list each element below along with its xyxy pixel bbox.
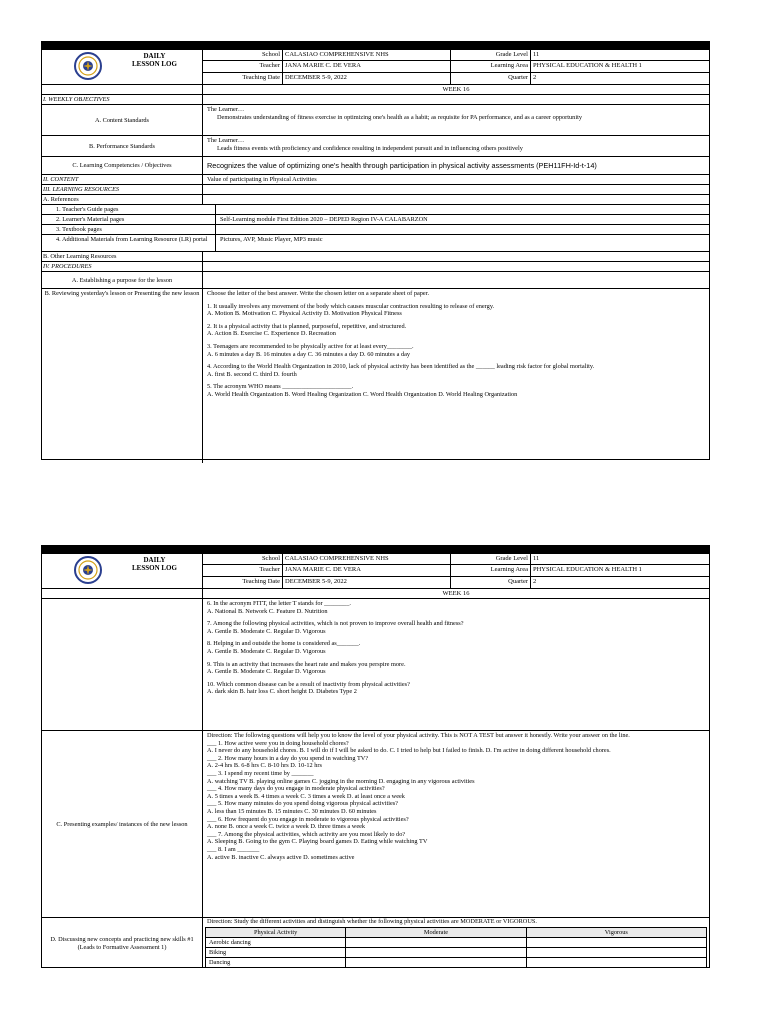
week-row — [42, 589, 709, 599]
school-value: CALASIAO COMPREHENSIVE NHS — [283, 554, 451, 565]
presenting-row — [42, 731, 709, 918]
section-weekly-objectives: I. WEEKLY OBJECTIVES — [42, 95, 709, 105]
lesson-log-page-1 — [41, 41, 710, 460]
establishing-row: A. Establishing a purpose for the lesson — [42, 272, 709, 289]
doc-title: DAILY — [143, 556, 166, 564]
quiz-continuation-row — [42, 599, 709, 731]
school-value: CALASIAO COMPREHENSIVE NHS — [283, 50, 451, 61]
doc-subtitle: LESSON LOG — [132, 564, 177, 572]
question-9: 9. This is an activity that increases the heart rate and makes you perspire more. — [207, 660, 406, 668]
table-row: Dancing — [206, 957, 707, 967]
header-band — [42, 42, 709, 50]
question-4: 4. According to the World Health Organization in 2010, lack of physical activity has been identified as the ______ leading risk factor for global mortality. — [207, 363, 595, 371]
content-text: Value of participating in Physical Activities — [207, 176, 317, 183]
activity-survey: Direction: The following questions will help you to know the level of your physical activity. This is NOT A TEST but answer it honestly. Write your answer on the line. ___ 1. How active were you in doing household chores? A. I never do any household chores. B. I will do if I will be asked to do. C. I tried to help but I failed to finish. D. I'm active in doing different household chores. ___ 2. How many hours in a day do you spend in watching TV? A. 2-4 hrs B. 6-8 hrs C. 8-10 hrs D. 10-12 hrs ___ 3. I spend my recent time by _______ A. watching TV B. playing online games C. jogging in the morning D. engaging in any vigorous activities ___ 4. How many days do you engage in moderate physical activities? A. 5 times a week B. 4 times a week C. 3 times a week D. at least once a week ___ 5. How many minutes do you spend doing vigorous physical activities? A. less than 15 minutes B. 15 minutes C. 30 minutes D. 60 minutes ___ 6. How frequent do you engage in moderate to vigorous physical activities? A. none B. once a week C. twice a week D. three times a week ___ 7. Among the physical activities, which activity are you most likely to do? A. Sleeping B. Going to the gym C. Playing board games D. Eating while watching TV ___ 8. I am _______ A. active B. inactive C. always active D. sometimes active — [203, 731, 709, 917]
content-standards-label: A. Content Standards — [42, 105, 203, 135]
quarter-label: Quarter — [451, 577, 531, 588]
additional-materials-row: 4. Additional Materials from Learning Resource (LR) portal Pictures, AVP, Music Player, MP3 music — [42, 235, 709, 252]
discussing-label: D. Discussing new concepts and practicing new skills #1 (Leads to Formative Assessment 1) — [42, 918, 203, 968]
reviewing-row: B. Reviewing yesterday's lesson or Presenting the new lesson Choose the letter of the best answer. Write the chosen letter on a separate sheet of paper. 1. It usually involves any movement of the body which causes muscular contraction resulting to release of energy. A. Motion B. Motivation C. Physical Activity D. Motivation Physical Fitness 2. It is a physical activity that is planned, purposeful, repetitive, and structured. A. Action B. Exercise C. Experience D. Recreation 3. Teenagers are recommended to be physically active for at least every________. A. 6 minutes a day B. 16 minutes a day C. 36 minutes a day D. 60 minutes a day 4. According to the World Health Organization in 2010, lack of physical activity has been identified as the ______ leading risk factor for global mortality. A. first B. second C. third D. fourth 5. The acronym WHO means ______________________. A. World Health Organization B. Word Healing Organization C. Word Health Organization D. World Healing Organization — [42, 289, 709, 463]
quarter-value: 2 — [533, 73, 537, 81]
table-direction: Direction: Study the different activities and distinguish whether the following physical activities are MODERATE or VIGOROUS. — [207, 918, 537, 925]
question-1: 1. It usually involves any movement of the body which causes muscular contraction resulting to release of energy. — [207, 302, 495, 310]
teacher-value: JANA MARIE C. DE VERA — [283, 61, 451, 72]
week-label: WEEK 16 — [442, 590, 470, 597]
school-label: School — [203, 50, 283, 61]
content-standards-row: A. Content Standards The Learner… Demonstrates understanding of fitness exercise in optimizing one's health as a habit; as requisite for PA performance, and as a career opportunity — [42, 105, 709, 136]
teacher-label: Teacher — [203, 565, 283, 576]
performance-standards-label: B. Performance Standards — [42, 136, 203, 156]
section-resources: III. LEARNING RESOURCES — [42, 185, 709, 195]
week-row — [42, 85, 709, 95]
area-label: Learning Area — [451, 61, 531, 72]
question-7: 7. Among the following physical activities, which is not proven to improve overall health and fitness? — [207, 620, 464, 628]
teachers-guide-row: 1. Teacher's Guide pages — [42, 205, 709, 215]
content-row: II. CONTENT Value of participating in Physical Activities — [42, 175, 709, 185]
discussing-row — [42, 918, 709, 968]
competencies-text: Recognizes the value of optimizing one's health through participation in physical activity assessments (PEH11FH-Id-t-14) — [207, 161, 597, 171]
section-procedures: IV. PROCEDURES — [42, 262, 709, 272]
presenting-label: C. Presenting examples/ instances of the new lesson — [42, 731, 203, 917]
col-moderate: Moderate — [346, 927, 526, 937]
quiz-part-1: Choose the letter of the best answer. Write the chosen letter on a separate sheet of paper. 1. It usually involves any movement of the body which causes muscular contraction resulting to release of energy. A. Motion B. Motivation C. Physical Activity D. Motivation Physical Fitness 2. It is a physical activity that is planned, purposeful, repetitive, and structured. A. Action B. Exercise C. Experience D. Recreation 3. Teenagers are recommended to be physically active for at least every________. A. 6 minutes a day B. 16 minutes a day C. 36 minutes a day D. 60 minutes a day 4. According to the World Health Organization in 2010, lack of physical activity has been identified as the ______ leading risk factor for global mortality. A. first B. second C. third D. fourth 5. The acronym WHO means ______________________. A. World Health Organization B. Word Healing Organization C. Word Health Organization D. World Healing Organization — [203, 289, 709, 463]
question-2: 2. It is a physical activity that is planned, purposeful, repetitive, and structured. — [207, 322, 407, 330]
additional-materials-text: Pictures, AVP, Music Player, MP3 music — [220, 236, 323, 243]
competencies-label: C. Learning Competencies / Objectives — [42, 157, 203, 174]
question-6: 6. In the acronym FITT, the letter T stands for ________. — [207, 600, 351, 607]
area-value: PHYSICAL EDUCATION & HEALTH 1 — [531, 61, 709, 72]
quarter-label: Quarter — [451, 73, 531, 84]
learners-material-text: Self-Learning module First Edition 2020 – DEPED Region IV-A CALABARZON — [220, 216, 428, 223]
competencies-row — [42, 157, 709, 175]
deped-seal-icon — [74, 556, 102, 584]
other-resources-row: B. Other Learning Resources — [42, 252, 709, 262]
table-row: Biking — [206, 947, 707, 957]
date-value: DECEMBER 5-9, 2022 — [283, 577, 451, 588]
teacher-label: Teacher — [203, 61, 283, 72]
doc-title: DAILY — [143, 52, 166, 60]
table-row: Aerobic dancing — [206, 937, 707, 947]
question-3: 3. Teenagers are recommended to be physically active for at least every________. — [207, 342, 414, 350]
grade-value: 11 — [531, 50, 709, 61]
date-value: DECEMBER 5-9, 2022 — [283, 73, 451, 84]
log-header — [42, 50, 709, 85]
question-10: 10. Which common disease can be a result of inactivity from physical activities? — [207, 680, 410, 688]
activity-table — [205, 927, 707, 968]
content-standards-text: Demonstrates understanding of fitness exercise in optimizing one's health as a habit; as requisite for PA performance, and as a career opportunity — [217, 113, 582, 121]
references-row: A. References — [42, 195, 709, 205]
learners-material-row: 2. Learner's Material pages Self-Learning module First Edition 2020 – DEPED Region IV-A CALABARZON — [42, 215, 709, 225]
lesson-log-page-2 — [41, 545, 710, 968]
quiz-part-2: 6. In the acronym FITT, the letter T stands for ________. A. National B. Network C. Feature D. Nutrition 7. Among the following physical activities, which is not proven to improve overall health and fitness? A. Gentle B. Moderate C. Regular D. Vigorous 8. Helping in and outside the home is considered as_______. A. Gentle B. Moderate C. Regular D. Vigorous 9. This is an activity that increases the heart rate and makes you perspire more. A. Gentle B. Moderate C. Regular D. Vigorous 10. Which common disease can be a result of inactivity from physical activities? A. dark skin B. hair loss C. short height D. Diabetes Type 2 — [203, 599, 709, 730]
question-8: 8. Helping in and outside the home is considered as_______. — [207, 640, 361, 648]
quarter-value: 2 — [533, 577, 537, 585]
deped-seal-icon — [74, 52, 102, 80]
date-label: Teaching Date — [203, 577, 283, 588]
col-vigorous: Vigorous — [526, 927, 706, 937]
question-5: 5. The acronym WHO means ______________________. — [207, 383, 354, 391]
log-header — [42, 554, 709, 589]
date-label: Teaching Date — [203, 73, 283, 84]
area-value: PHYSICAL EDUCATION & HEALTH 1 — [531, 565, 709, 576]
performance-standards-row: B. Performance Standards The Learner… Leads fitness events with proficiency and confidence resulting in independent pursuit and in influencing others positively — [42, 136, 709, 157]
textbook-row: 3. Textbook pages — [42, 225, 709, 235]
grade-label: Grade Level — [451, 554, 531, 565]
header-band — [42, 546, 709, 554]
survey-direction: Direction: The following questions will help you to know the level of your physical activity. This is NOT A TEST but answer it honestly. Write your answer on the line. — [207, 732, 630, 739]
teacher-value: JANA MARIE C. DE VERA — [283, 565, 451, 576]
week-label: WEEK 16 — [442, 86, 470, 93]
performance-standards-text: Leads fitness events with proficiency and confidence resulting in independent pursuit and in influencing others positively — [217, 144, 523, 152]
area-label: Learning Area — [451, 565, 531, 576]
grade-label: Grade Level — [451, 50, 531, 61]
col-physical-activity: Physical Activity — [206, 927, 346, 937]
doc-subtitle: LESSON LOG — [132, 60, 177, 68]
grade-value: 11 — [531, 554, 709, 565]
school-label: School — [203, 554, 283, 565]
